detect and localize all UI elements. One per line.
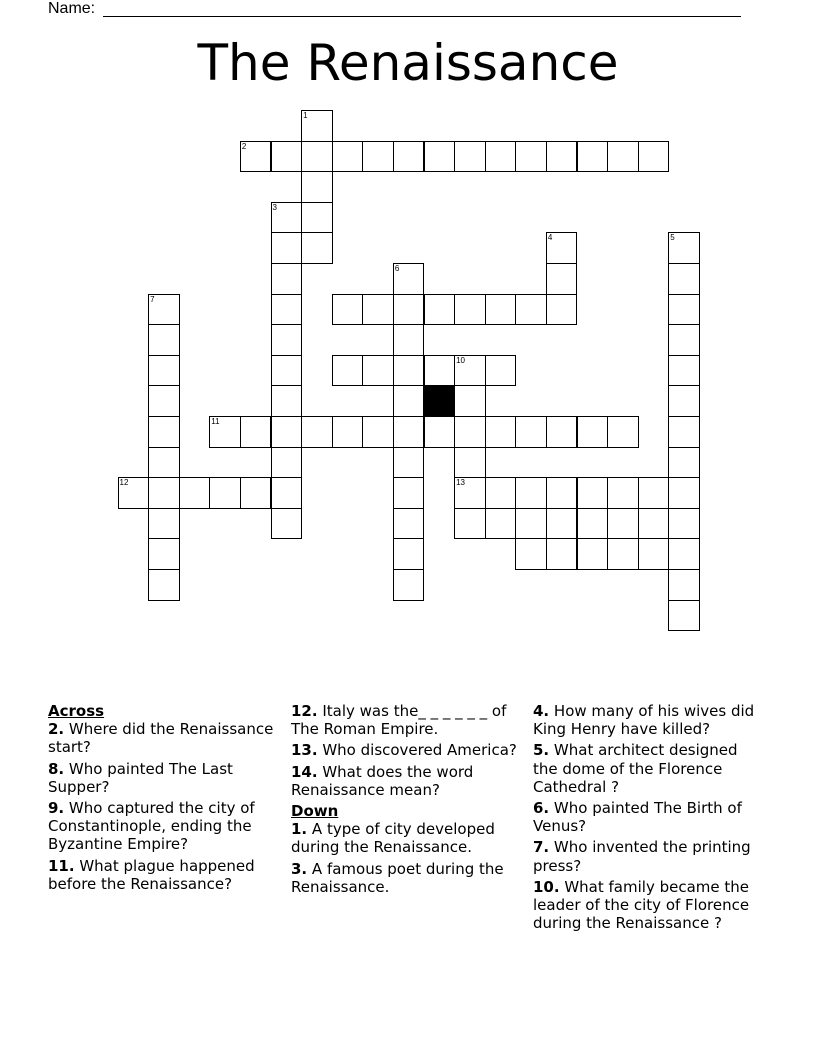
crossword-cell[interactable] xyxy=(546,263,578,295)
crossword-cell[interactable] xyxy=(668,600,700,632)
name-label: Name: xyxy=(48,0,96,17)
across-clue-9: 9. Who captured the city of Constantinople, ending the Byzantine Empire? xyxy=(48,799,255,854)
crossword-cell[interactable] xyxy=(271,355,303,387)
crossword-cell[interactable] xyxy=(577,416,609,448)
crossword-cell[interactable] xyxy=(607,416,639,448)
down-clue-3: 3. A famous poet during the Renaissance. xyxy=(291,859,504,896)
clue-column-1 xyxy=(48,702,274,896)
crossword-cell[interactable] xyxy=(485,294,517,326)
crossword-cell[interactable] xyxy=(668,447,700,479)
crossword-cell[interactable] xyxy=(668,477,700,509)
crossword-cell[interactable] xyxy=(638,508,670,540)
crossword-cell[interactable] xyxy=(362,355,394,387)
crossword-cell[interactable] xyxy=(271,324,303,356)
crossword-cell[interactable] xyxy=(515,508,547,540)
across-clue-2: 2. Where did the Renaissance start? xyxy=(48,720,274,757)
crossword-cell[interactable] xyxy=(607,477,639,509)
crossword-cell[interactable] xyxy=(362,294,394,326)
crossword-cell[interactable] xyxy=(454,385,486,417)
crossword-cell[interactable] xyxy=(148,324,180,356)
crossword-cell[interactable] xyxy=(454,294,486,326)
clue-number: 12 xyxy=(119,478,129,488)
down-clue-6: 6. Who painted The Birth of Venus? xyxy=(533,799,742,836)
crossword-cell[interactable] xyxy=(393,447,425,479)
clue-number: 11 xyxy=(211,417,220,426)
crossword-cell[interactable] xyxy=(668,232,700,264)
crossword-cell[interactable] xyxy=(424,294,456,326)
crossword-cell[interactable] xyxy=(546,416,578,448)
crossword-cell[interactable] xyxy=(393,538,425,570)
crossword-cell[interactable] xyxy=(148,477,180,509)
crossword-cell[interactable] xyxy=(668,355,700,387)
clue-number: 1 xyxy=(303,111,308,120)
crossword-cell[interactable] xyxy=(148,508,180,540)
crossword-cell[interactable] xyxy=(393,263,425,295)
clue-number: 10 xyxy=(456,355,465,365)
crossword-cell[interactable] xyxy=(454,141,486,173)
crossword-cell[interactable] xyxy=(577,477,609,509)
crossword-cell[interactable] xyxy=(393,385,425,417)
down-clue-1: 1. A type of city developed during the Renaissance. xyxy=(291,820,495,857)
down-clue-4: 4. How many of his wives did King Henry have killed? xyxy=(533,702,755,739)
crossword-cell[interactable] xyxy=(668,263,700,295)
crossword-cell[interactable] xyxy=(485,355,517,387)
crossword-cell[interactable] xyxy=(668,294,700,326)
crossword-cell[interactable] xyxy=(271,202,303,234)
crossword-cell[interactable] xyxy=(546,538,578,570)
crossword-cell[interactable] xyxy=(668,416,700,448)
crossword-cell[interactable] xyxy=(118,477,150,509)
clue-column-3 xyxy=(533,702,759,935)
crossword-cell[interactable] xyxy=(148,569,180,601)
crossword-cell[interactable] xyxy=(454,355,486,387)
crossword-cell[interactable] xyxy=(271,385,303,417)
crossword-cell[interactable] xyxy=(240,477,272,509)
crossword-cell[interactable] xyxy=(454,508,486,540)
crossword-cell[interactable] xyxy=(271,263,303,295)
clue-number: 13 xyxy=(456,478,465,488)
crossword-cell[interactable] xyxy=(393,141,425,173)
crossword-cell[interactable] xyxy=(148,385,180,417)
clue-number: 4 xyxy=(547,233,553,243)
crossword-cell[interactable] xyxy=(454,447,486,479)
crossword-cell[interactable] xyxy=(546,508,578,540)
crossword-cell[interactable] xyxy=(240,141,272,173)
crossword-cell[interactable] xyxy=(301,141,333,173)
crossword-cell[interactable] xyxy=(424,141,456,173)
crossword-cell[interactable] xyxy=(515,477,547,509)
crossword-cell[interactable] xyxy=(577,141,609,173)
clue-column-2 xyxy=(291,702,517,899)
crossword-cell[interactable] xyxy=(577,538,609,570)
crossword-cell[interactable] xyxy=(638,477,670,509)
crossword-cell[interactable] xyxy=(301,110,333,142)
crossword-cell[interactable] xyxy=(271,477,303,509)
clue-number: 6 xyxy=(394,264,400,273)
crossword-cell[interactable] xyxy=(332,416,364,448)
crossword-cell[interactable] xyxy=(485,477,517,509)
crossword-cell[interactable] xyxy=(607,538,639,570)
across-heading: Across xyxy=(48,702,105,720)
crossword-cell[interactable] xyxy=(362,416,394,448)
crossword-cell[interactable] xyxy=(393,294,425,326)
clue-number: 3 xyxy=(272,202,277,212)
crossword-cell[interactable] xyxy=(271,508,303,540)
clue-number: 2 xyxy=(241,141,247,151)
crossword-cell[interactable] xyxy=(393,355,425,387)
crossword-cell[interactable] xyxy=(301,232,333,264)
crossword-cell[interactable] xyxy=(271,294,303,326)
crossword-cell[interactable] xyxy=(393,477,425,509)
crossword-cell[interactable] xyxy=(362,141,394,173)
crossword-cell[interactable] xyxy=(668,324,700,356)
crossword-cell[interactable] xyxy=(271,232,303,264)
crossword-cell[interactable] xyxy=(393,508,425,540)
crossword-cell[interactable] xyxy=(424,355,456,387)
crossword-cell[interactable] xyxy=(515,141,547,173)
crossword-cell[interactable] xyxy=(546,232,578,264)
across-clue-12: 12. Italy was the_ _ _ _ _ _ of The Roman Empire. xyxy=(291,702,507,739)
across-clue-14: 14. What does the word Renaissance mean? xyxy=(291,762,474,799)
crossword-cell[interactable] xyxy=(148,447,180,479)
clue-number: 5 xyxy=(670,233,675,243)
crossword-cell[interactable] xyxy=(485,508,517,540)
crossword-cell[interactable] xyxy=(301,202,333,234)
down-heading: Down xyxy=(291,802,339,821)
crossword-cell[interactable] xyxy=(179,477,211,509)
across-clue-8: 8. Who painted The Last Supper? xyxy=(48,759,233,796)
crossword-cell[interactable] xyxy=(454,477,486,509)
crossword-cell[interactable] xyxy=(148,355,180,387)
crossword-cell[interactable] xyxy=(209,416,241,448)
crossword-cell[interactable] xyxy=(485,141,517,173)
crossword-cell[interactable] xyxy=(271,416,303,448)
crossword-cell[interactable] xyxy=(668,538,700,570)
crossword-cell[interactable] xyxy=(332,355,364,387)
crossword-cell[interactable] xyxy=(240,416,272,448)
across-clue-11: 11. What plague happened before the Renaissance? xyxy=(48,856,255,893)
page-title: The Renaissance xyxy=(197,34,619,92)
clue-number: 7 xyxy=(150,294,155,304)
crossword-cell[interactable] xyxy=(577,508,609,540)
across-clue-13: 13. Who discovered America? xyxy=(291,741,517,760)
crossword-cell[interactable] xyxy=(668,385,700,417)
crossword-cell[interactable] xyxy=(668,508,700,540)
crossword-cell[interactable] xyxy=(271,141,303,173)
crossword-cell[interactable] xyxy=(638,141,670,173)
crossword-cell[interactable] xyxy=(638,538,670,570)
crossword-cell[interactable] xyxy=(668,569,700,601)
crossword-cell[interactable] xyxy=(332,141,364,173)
crossword-cell[interactable] xyxy=(301,416,333,448)
down-clue-10: 10. What family became the leader of the city of Florence during the Renaissance ? xyxy=(533,877,750,933)
crossword-cell[interactable] xyxy=(148,416,180,448)
crossword-cell[interactable] xyxy=(515,416,547,448)
crossword-cell[interactable] xyxy=(424,416,456,448)
crossword-cell[interactable] xyxy=(271,447,303,479)
crossword-cell[interactable] xyxy=(485,416,517,448)
crossword-cell[interactable] xyxy=(332,294,364,326)
crossword-cell[interactable] xyxy=(301,171,333,203)
crossword-cell[interactable] xyxy=(546,477,578,509)
down-clue-5: 5. What architect designed the dome of the Florence Cathedral ? xyxy=(533,741,738,796)
crossword-cell[interactable] xyxy=(148,294,180,326)
down-clue-7: 7. Who invented the printing press? xyxy=(533,838,751,875)
crossword-cell[interactable] xyxy=(546,294,578,326)
crossword-cell[interactable] xyxy=(607,141,639,173)
crossword-cell[interactable] xyxy=(393,569,425,601)
crossword-cell[interactable] xyxy=(393,324,425,356)
crossword-cell[interactable] xyxy=(454,416,486,448)
crossword-cell[interactable] xyxy=(148,538,180,570)
crossword-cell[interactable] xyxy=(209,477,241,509)
crossword-cell[interactable] xyxy=(515,294,547,326)
crossword-cell[interactable] xyxy=(393,416,425,448)
crossword-block-cell xyxy=(424,385,456,417)
crossword-cell[interactable] xyxy=(607,508,639,540)
crossword-cell[interactable] xyxy=(515,538,547,570)
crossword-cell[interactable] xyxy=(546,141,578,173)
